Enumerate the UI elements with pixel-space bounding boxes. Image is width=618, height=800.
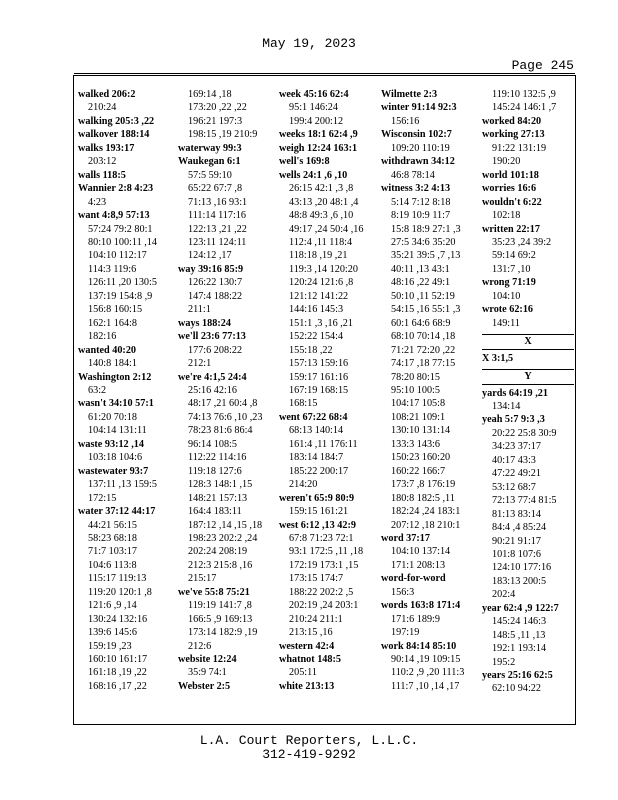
index-entry-continuation: 183:13 200:5 bbox=[492, 575, 547, 587]
index-entry-continuation: 48:8 49:3 ,6 ,10 bbox=[289, 210, 354, 222]
index-entry: wouldn't 6:22 bbox=[482, 196, 542, 208]
index-entry: work 84:14 85:10 bbox=[381, 640, 457, 652]
index-entry: we've 55:8 75:21 bbox=[178, 586, 250, 598]
index-entry: we'll 23:6 77:13 bbox=[178, 331, 246, 343]
index-entry-continuation: 104:10 bbox=[492, 290, 521, 302]
index-entry-continuation: 202:24 208:19 bbox=[188, 546, 248, 558]
index-entry-continuation: 197:19 bbox=[391, 627, 420, 639]
index-entry-continuation: 214:20 bbox=[289, 479, 318, 491]
index-entry-continuation: 159:15 161:21 bbox=[289, 506, 349, 518]
index-entry: walkover 188:14 bbox=[78, 129, 150, 141]
index-entry-continuation: 114:3 119:6 bbox=[88, 263, 137, 275]
index-entry-continuation: 5:14 7:12 8:18 bbox=[391, 196, 451, 208]
index-entry-continuation: 162:1 164:8 bbox=[88, 317, 137, 329]
index-entry-continuation: 130:24 132:16 bbox=[88, 613, 148, 625]
index-entry-continuation: 115:17 119:13 bbox=[88, 573, 147, 585]
index-entry-continuation: 202:4 bbox=[492, 589, 516, 601]
index-entry: walking 205:3 ,22 bbox=[78, 115, 155, 127]
index-entry-continuation: 67:8 71:23 72:1 bbox=[289, 532, 354, 544]
index-entry-continuation: 166:5 ,9 169:13 bbox=[188, 613, 253, 625]
index-entry-continuation: 126:11 ,20 130:5 bbox=[88, 277, 157, 289]
index-entry-continuation: 34:23 37:17 bbox=[492, 441, 541, 453]
index-entry: wells 24:1 ,6 ,10 bbox=[279, 169, 348, 181]
index-entry: worked 84:20 bbox=[482, 115, 542, 127]
index-entry: wrong 71:19 bbox=[482, 277, 536, 289]
index-entry-continuation: 168:15 bbox=[289, 398, 318, 410]
index-entry: weren't 65:9 80:9 bbox=[279, 492, 355, 504]
index-entry: walked 206:2 bbox=[78, 89, 136, 100]
index-entry-continuation: 160:10 161:17 bbox=[88, 654, 148, 666]
index-entry-continuation: 90:21 91:17 bbox=[492, 535, 541, 547]
index-entry: word-for-word bbox=[381, 573, 446, 585]
index-entry-continuation: 131:7 ,10 bbox=[492, 263, 531, 275]
index-entry: wanted 40:20 bbox=[78, 344, 137, 356]
index-entry-continuation: 58:23 68:18 bbox=[88, 532, 137, 544]
index-entry: witness 3:2 4:13 bbox=[381, 183, 451, 195]
index-entry-continuation: 124:12 ,17 bbox=[188, 250, 232, 262]
index-entry: well's 169:8 bbox=[279, 156, 330, 168]
index-entry: western 42:4 bbox=[279, 640, 335, 652]
index-entry: yeah 5:7 9:3 ,3 bbox=[482, 414, 545, 426]
index-entry-continuation: 8:19 10:9 11:7 bbox=[391, 210, 451, 222]
index-entry-continuation: 177:6 208:22 bbox=[188, 344, 243, 356]
index-entry-continuation: 173:14 182:9 ,19 bbox=[188, 627, 258, 639]
index-entry-continuation: 151:1 ,3 ,16 ,21 bbox=[289, 317, 353, 329]
index-entry-continuation: 93:1 172:5 ,11 ,18 bbox=[289, 546, 364, 558]
index-entry: want 4:8,9 57:13 bbox=[78, 210, 150, 222]
index-entry-continuation: 121:12 141:22 bbox=[289, 290, 349, 302]
index-entry-continuation: 171:1 208:13 bbox=[391, 559, 446, 571]
index-entry: X 3:1,5 bbox=[482, 352, 514, 364]
index-entry-continuation: 103:18 104:6 bbox=[88, 452, 143, 464]
index-entry-continuation: 182:16 bbox=[88, 331, 117, 343]
index-entry: wastewater 93:7 bbox=[78, 465, 149, 477]
index-entry-continuation: 48:16 ,22 49:1 bbox=[391, 277, 451, 289]
index-entry-continuation: 147:4 188:22 bbox=[188, 290, 243, 302]
index-entry: waste 93:12 ,14 bbox=[78, 438, 144, 450]
index-entry: weigh 12:24 163:1 bbox=[279, 142, 358, 154]
index-entry-continuation: 157:13 159:16 bbox=[289, 358, 349, 370]
index-entry-continuation: 104:17 105:8 bbox=[391, 398, 446, 410]
index-entry-continuation: 168:16 ,17 ,22 bbox=[88, 680, 147, 692]
index-entry-continuation: 160:22 166:7 bbox=[391, 465, 446, 477]
index-entry-continuation: 156:3 bbox=[391, 586, 415, 598]
index-entry-continuation: 119:10 132:5 ,9 bbox=[492, 89, 556, 100]
index-entry-continuation: 122:13 ,21 ,22 bbox=[188, 223, 247, 235]
section-letter-header: Y bbox=[482, 369, 574, 384]
index-entry-continuation: 118:18 ,19 ,21 bbox=[289, 250, 348, 262]
index-entry-continuation: 104:6 113:8 bbox=[88, 559, 137, 571]
index-entry-continuation: 123:11 124:11 bbox=[188, 236, 247, 248]
index-entry-continuation: 104:14 131:11 bbox=[88, 425, 147, 437]
index-entry-continuation: 53:12 68:7 bbox=[492, 481, 536, 493]
index-entry-continuation: 62:10 94:22 bbox=[492, 683, 541, 695]
index-entry-continuation: 47:22 49:21 bbox=[492, 468, 541, 480]
index-entry-continuation: 210:24 211:1 bbox=[289, 613, 343, 625]
index-entry-continuation: 15:8 18:9 27:1 ,3 bbox=[391, 223, 461, 235]
index-entry-continuation: 145:24 146:1 ,7 bbox=[492, 102, 557, 114]
page-date: May 19, 2023 bbox=[262, 36, 356, 51]
index-entry-continuation: 148:5 ,11 ,13 bbox=[492, 629, 546, 641]
index-entry-continuation: 120:24 121:6 ,8 bbox=[289, 277, 354, 289]
index-entry: Wisconsin 102:7 bbox=[381, 129, 452, 141]
index-entry-continuation: 65:22 67:7 ,8 bbox=[188, 183, 243, 195]
index-entry: world 101:18 bbox=[482, 169, 539, 181]
index-entry-continuation: 27:5 34:6 35:20 bbox=[391, 236, 456, 248]
index-entry: water 37:12 44:17 bbox=[78, 506, 156, 518]
index-entry: Waukegan 6:1 bbox=[178, 156, 241, 168]
index-entry-continuation: 172:15 bbox=[88, 492, 117, 504]
index-entry-continuation: 156:16 bbox=[391, 115, 420, 127]
index-entry-continuation: 192:1 193:14 bbox=[492, 643, 547, 655]
index-entry-continuation: 198:15 ,19 210:9 bbox=[188, 129, 258, 141]
index-entry: words 163:8 171:4 bbox=[381, 600, 461, 612]
index-entry-continuation: 111:7 ,10 ,14 ,17 bbox=[391, 680, 460, 692]
index-entry-continuation: 205:11 bbox=[289, 667, 317, 679]
index-entry-continuation: 43:13 ,20 48:1 ,4 bbox=[289, 196, 359, 208]
index-entry: withdrawn 34:12 bbox=[381, 156, 455, 168]
index-entry-continuation: 46:8 78:14 bbox=[391, 169, 435, 181]
index-entry-continuation: 112:22 114:16 bbox=[188, 452, 247, 464]
index-entry: Wannier 2:8 4:23 bbox=[78, 183, 154, 195]
index-column-3 bbox=[279, 88, 363, 693]
index-entry-continuation: 213:15 ,16 bbox=[289, 627, 333, 639]
index-entry-continuation: 159:17 161:16 bbox=[289, 371, 349, 383]
index-entry-continuation: 134:14 bbox=[492, 400, 521, 412]
index-entry-continuation: 104:10 112:17 bbox=[88, 250, 147, 262]
index-entry-continuation: 195:2 bbox=[492, 656, 516, 668]
index-entry: whatnot 148:5 bbox=[279, 654, 341, 666]
index-entry-continuation: 111:14 117:16 bbox=[188, 210, 247, 222]
index-entry-continuation: 84:4 ,4 85:24 bbox=[492, 522, 547, 534]
index-entry-continuation: 57:5 59:10 bbox=[188, 169, 232, 181]
index-entry-continuation: 48:17 ,21 60:4 ,8 bbox=[188, 398, 258, 410]
index-entry: written 22:17 bbox=[482, 223, 540, 235]
index-entry-continuation: 173:20 ,22 ,22 bbox=[188, 102, 247, 114]
index-entry-continuation: 102:18 bbox=[492, 210, 521, 222]
index-entry: Webster 2:5 bbox=[178, 680, 231, 692]
index-entry-continuation: 126:22 130:7 bbox=[188, 277, 243, 289]
index-column-5 bbox=[482, 88, 574, 696]
index-entry-continuation: 95:10 100:5 bbox=[391, 384, 440, 396]
index-entry-continuation: 74:17 ,18 77:15 bbox=[391, 358, 456, 370]
index-entry-continuation: 74:13 76:6 ,10 ,23 bbox=[188, 411, 263, 423]
index-entry-continuation: 164:4 183:11 bbox=[188, 506, 242, 518]
index-column-1 bbox=[78, 88, 157, 693]
index-entry-continuation: 139:6 145:6 bbox=[88, 627, 137, 639]
index-entry-continuation: 203:12 bbox=[88, 156, 117, 168]
index-entry-continuation: 182:24 ,24 183:1 bbox=[391, 506, 461, 518]
index-entry-continuation: 109:20 110:19 bbox=[391, 142, 450, 154]
index-entry-continuation: 133:3 143:6 bbox=[391, 438, 440, 450]
index-entry-continuation: 172:19 173:1 ,15 bbox=[289, 559, 359, 571]
index-entry-continuation: 212:6 bbox=[188, 640, 212, 652]
index-entry-continuation: 199:4 200:12 bbox=[289, 115, 344, 127]
index-entry-continuation: 211:1 bbox=[188, 304, 211, 316]
index-entry-continuation: 119:18 127:6 bbox=[188, 465, 242, 477]
index-entry-continuation: 110:2 ,9 ,20 111:3 bbox=[391, 667, 465, 679]
index-entry-continuation: 128:3 148:1 ,15 bbox=[188, 479, 253, 491]
index-entry-continuation: 26:15 42:1 ,3 ,8 bbox=[289, 183, 354, 195]
footer-company: L.A. Court Reporters, L.L.C. bbox=[199, 733, 419, 748]
index-entry-continuation: 44:21 56:15 bbox=[88, 519, 137, 531]
index-entry-continuation: 119:20 120:1 ,8 bbox=[88, 586, 152, 598]
index-entry: way 39:16 85:9 bbox=[178, 263, 244, 275]
index-entry-continuation: 210:24 bbox=[88, 102, 117, 114]
index-entry-continuation: 155:18 ,22 bbox=[289, 344, 333, 356]
index-entry-continuation: 78:23 81:6 86:4 bbox=[188, 425, 253, 437]
index-entry: west 6:12 ,13 42:9 bbox=[279, 519, 356, 531]
index-entry: went 67:22 68:4 bbox=[279, 411, 348, 423]
index-entry-continuation: 130:10 131:14 bbox=[391, 425, 451, 437]
index-entry: winter 91:14 92:3 bbox=[381, 102, 457, 114]
index-entry: Washington 2:12 bbox=[78, 371, 152, 383]
index-entry-continuation: 124:10 177:16 bbox=[492, 562, 552, 574]
index-entry-continuation: 150:23 160:20 bbox=[391, 452, 451, 464]
index-entry-continuation: 60:1 64:6 68:9 bbox=[391, 317, 451, 329]
index-entry-continuation: 188:22 202:2 ,5 bbox=[289, 586, 354, 598]
index-entry-continuation: 81:13 83:14 bbox=[492, 508, 541, 520]
index-entry-continuation: 159:19 ,23 bbox=[88, 640, 132, 652]
index-entry: yards 64:19 ,21 bbox=[482, 387, 548, 399]
index-entry: weeks 18:1 62:4 ,9 bbox=[279, 129, 358, 141]
index-entry: wrote 62:16 bbox=[482, 304, 534, 316]
index-entry-continuation: 171:6 189:9 bbox=[391, 613, 440, 625]
index-entry-continuation: 198:23 202:2 ,24 bbox=[188, 532, 258, 544]
index-entry-continuation: 20:22 25:8 30:9 bbox=[492, 427, 557, 439]
index-entry: waterway 99:3 bbox=[178, 142, 242, 154]
index-entry-continuation: 145:24 146:3 bbox=[492, 616, 547, 628]
index-entry-continuation: 119:19 141:7 ,8 bbox=[188, 600, 252, 612]
index-entry: walls 118:5 bbox=[78, 169, 126, 181]
index-entry: week 45:16 62:4 bbox=[279, 89, 349, 100]
index-entry-continuation: 144:16 145:3 bbox=[289, 304, 344, 316]
index-entry-continuation: 212:1 bbox=[188, 358, 212, 370]
index-entry-continuation: 187:12 ,14 ,15 ,18 bbox=[188, 519, 263, 531]
index-entry-continuation: 50:10 ,11 52:19 bbox=[391, 290, 455, 302]
index-entry-continuation: 137:19 154:8 ,9 bbox=[88, 290, 153, 302]
index-entry-continuation: 49:17 ,24 50:4 ,16 bbox=[289, 223, 364, 235]
index-entry-continuation: 152:22 154:4 bbox=[289, 331, 344, 343]
index-entry-continuation: 161:4 ,11 176:11 bbox=[289, 438, 358, 450]
index-entry-continuation: 59:14 69:2 bbox=[492, 250, 536, 262]
index-entry: ways 188:24 bbox=[178, 317, 231, 329]
index-entry: year 62:4 ,9 122:7 bbox=[482, 602, 559, 614]
index-entry: Wilmette 2:3 bbox=[381, 89, 438, 100]
footer-phone: 312-419-9292 bbox=[262, 747, 356, 762]
index-entry-continuation: 78:20 80:15 bbox=[391, 371, 440, 383]
page-number: Page 245 bbox=[511, 58, 574, 73]
index-entry-continuation: 68:10 70:14 ,18 bbox=[391, 331, 456, 343]
index-entry-continuation: 169:14 ,18 bbox=[188, 89, 232, 100]
index-entry: years 25:16 62:5 bbox=[482, 670, 553, 682]
index-entry: wasn't 34:10 57:1 bbox=[78, 398, 154, 410]
index-frame bbox=[73, 75, 576, 725]
index-entry-continuation: 173:15 174:7 bbox=[289, 573, 344, 585]
index-column-2 bbox=[178, 88, 262, 693]
index-entry-continuation: 96:14 108:5 bbox=[188, 438, 237, 450]
index-entry-continuation: 40:17 43:3 bbox=[492, 454, 536, 466]
index-entry-continuation: 156:8 160:15 bbox=[88, 304, 143, 316]
index-entry: worries 16:6 bbox=[482, 183, 537, 195]
index-entry: walks 193:17 bbox=[78, 142, 135, 154]
index-entry-continuation: 101:8 107:6 bbox=[492, 548, 541, 560]
index-entry-continuation: 119:3 ,14 120:20 bbox=[289, 263, 358, 275]
index-entry-continuation: 4:23 bbox=[88, 196, 107, 208]
index-entry-continuation: 167:19 168:15 bbox=[289, 384, 349, 396]
index-entry-continuation: 202:19 ,24 203:1 bbox=[289, 600, 359, 612]
index-entry-continuation: 183:14 184:7 bbox=[289, 452, 344, 464]
index-entry-continuation: 35:21 39:5 ,7 ,13 bbox=[391, 250, 461, 262]
index-entry-continuation: 91:22 131:19 bbox=[492, 142, 547, 154]
index-entry-continuation: 140:8 184:1 bbox=[88, 358, 137, 370]
index-entry-continuation: 25:16 42:16 bbox=[188, 384, 237, 396]
index-entry-continuation: 196:21 197:3 bbox=[188, 115, 243, 127]
index-entry-continuation: 71:7 103:17 bbox=[88, 546, 137, 558]
index-entry-continuation: 121:6 ,9 ,14 bbox=[88, 600, 137, 612]
index-entry-continuation: 63:2 bbox=[88, 384, 107, 396]
index-entry-continuation: 148:21 157:13 bbox=[188, 492, 248, 504]
index-entry-continuation: 40:11 ,13 43:1 bbox=[391, 263, 450, 275]
index-entry-continuation: 215:17 bbox=[188, 573, 217, 585]
index-entry-continuation: 35:23 ,24 39:2 bbox=[492, 236, 552, 248]
index-entry: white 213:13 bbox=[279, 680, 335, 692]
index-entry: working 27:13 bbox=[482, 129, 545, 141]
index-entry-continuation: 185:22 200:17 bbox=[289, 465, 349, 477]
index-entry-continuation: 61:20 70:18 bbox=[88, 411, 137, 423]
index-entry-continuation: 112:4 ,11 118:4 bbox=[289, 236, 353, 248]
index-entry-continuation: 173:7 ,8 176:19 bbox=[391, 479, 456, 491]
index-entry-continuation: 35:9 74:1 bbox=[188, 667, 227, 679]
index-entry-continuation: 161:18 ,19 ,22 bbox=[88, 667, 147, 679]
index-entry-continuation: 71:21 72:20 ,22 bbox=[391, 344, 456, 356]
index-entry-continuation: 190:20 bbox=[492, 156, 521, 168]
index-entry: we're 4:1,5 24:4 bbox=[178, 371, 247, 383]
index-entry-continuation: 180:8 182:5 ,11 bbox=[391, 492, 455, 504]
index-entry-continuation: 207:12 ,18 210:1 bbox=[391, 519, 461, 531]
index-entry-continuation: 90:14 ,19 109:15 bbox=[391, 654, 461, 666]
frame-top-rule bbox=[74, 73, 575, 74]
index-entry: website 12:24 bbox=[178, 654, 237, 666]
index-entry-continuation: 57:24 79:2 80:1 bbox=[88, 223, 153, 235]
section-letter-header: X bbox=[482, 334, 574, 349]
index-entry-continuation: 212:3 215:8 ,16 bbox=[188, 559, 253, 571]
index-column-4 bbox=[381, 88, 464, 693]
index-entry-continuation: 80:10 100:11 ,14 bbox=[88, 236, 157, 248]
index-entry-continuation: 54:15 ,16 55:1 ,3 bbox=[391, 304, 461, 316]
index-entry-continuation: 137:11 ,13 159:5 bbox=[88, 479, 157, 491]
index-entry-continuation: 149:11 bbox=[492, 317, 520, 329]
index-entry-continuation: 71:13 ,16 93:1 bbox=[188, 196, 248, 208]
index-entry-continuation: 68:13 140:14 bbox=[289, 425, 344, 437]
index-entry-continuation: 108:21 109:1 bbox=[391, 411, 446, 423]
index-entry: word 37:17 bbox=[381, 532, 430, 544]
index-entry-continuation: 72:13 77:4 81:5 bbox=[492, 495, 557, 507]
index-entry-continuation: 95:1 146:24 bbox=[289, 102, 338, 114]
index-entry-continuation: 104:10 137:14 bbox=[391, 546, 451, 558]
